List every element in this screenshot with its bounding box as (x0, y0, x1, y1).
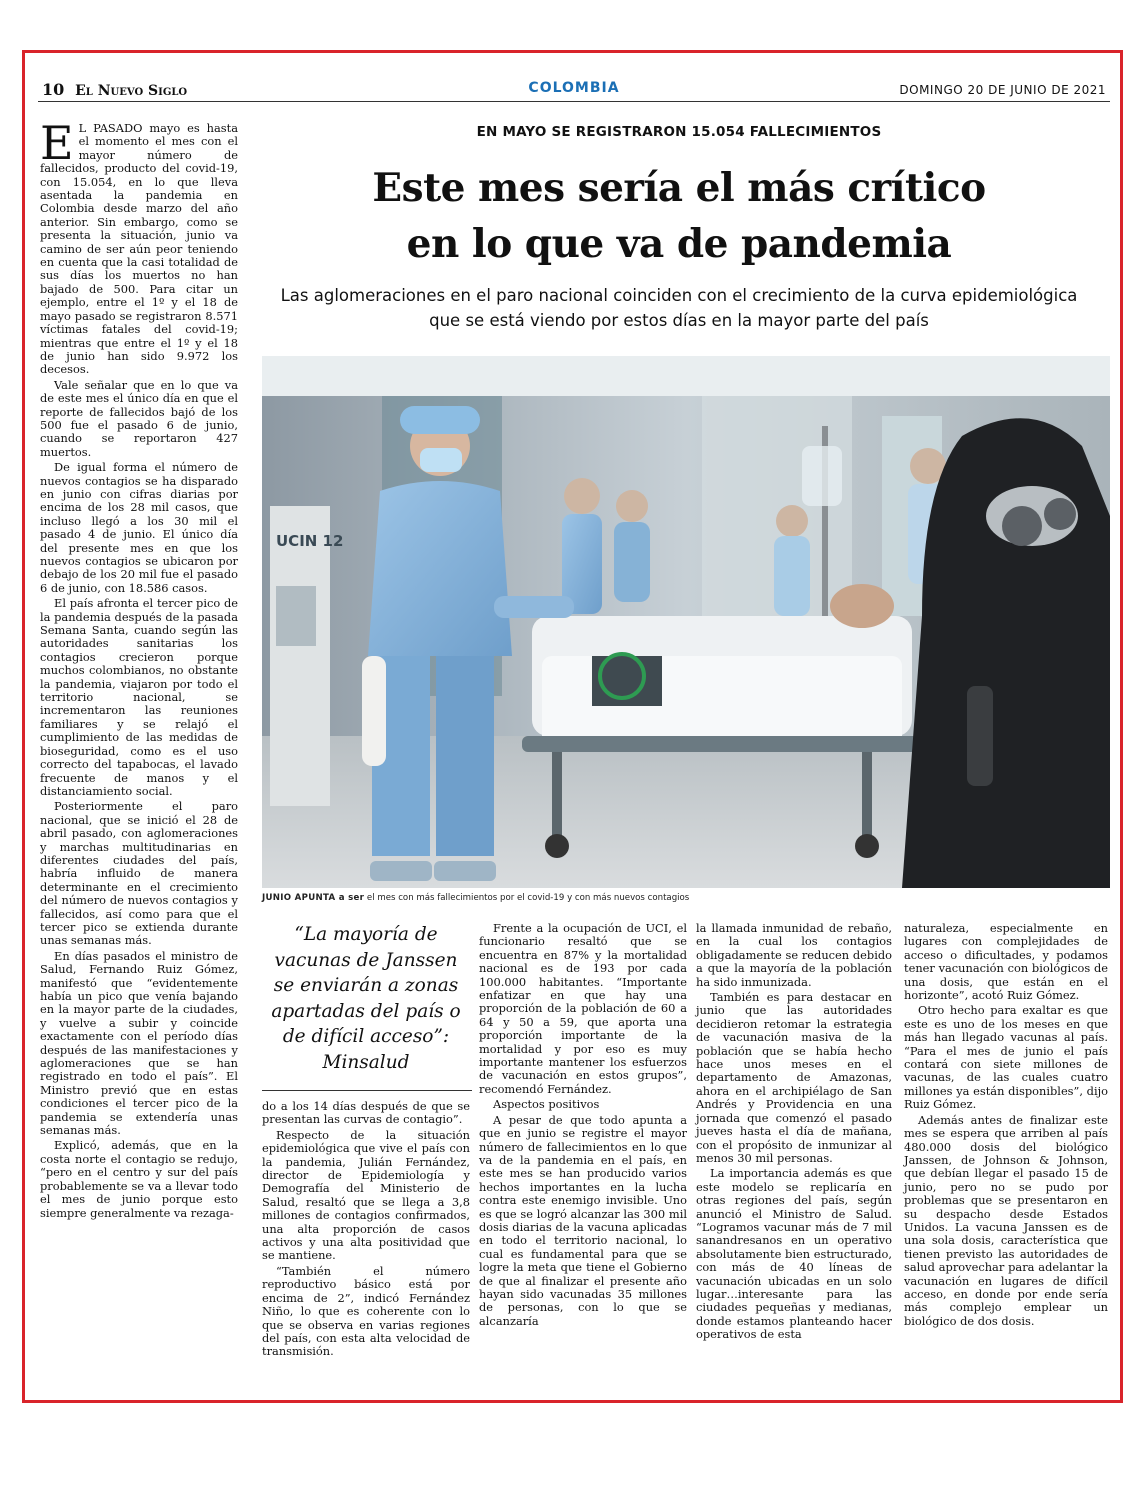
subheadline (250, 283, 1108, 333)
page-number: 10 (42, 80, 65, 99)
paragraph (40, 116, 238, 377)
paragraph: Respecto de la situación epidemiológica que vive el país con la pandemia, Julián Fernández, director de Epidemiología y Demografía del Ministerio de Salud, resaltó que se llega a 3,8 millones de contagios confirmados, una alta proporción de casos activos y una alta positividad que se mantiene. (262, 1127, 470, 1263)
article-column-2 (262, 1100, 470, 1361)
caption-lead: JUNIO APUNTA a ser (262, 893, 365, 903)
paragraph: Explicó, además, que en la costa norte el contagio se redujo, “pero en el centro y sur del país probablemente se va a llevar todo el mes de junio porque esto siempre generalmente va rezaga- (40, 1138, 238, 1220)
section-subtitle: Aspectos positivos (493, 1097, 600, 1112)
subhead-line-2: que se está viendo por estos días en la mayor parte del país (429, 311, 929, 330)
paragraph: El país afronta el tercer pico de la pandemia después de la pasada Semana Santa, cuando según las autoridades sanitarias los contagios crecieron porque muchos colombianos, no obstante la pandemia, viajaron por todo el territorio nacional, se incrementaron las reuniones familiares y se relajó el cumplimiento de las medidas de bioseguridad, como es el uso correcto del tapabocas, el lavado frecuente de manos y el distanciamiento social. (40, 596, 238, 798)
paragraph: En días pasados el ministro de Salud, Fernando Ruiz Gómez, manifestó que “evidentemente había un pico que venía bajando en la mayor parte de la ciudades, y vuelve a subir y coincide exactamente con el período días después de las manifestaciones y aglomeraciones que se han registrado en todo el país”. El Ministro previó que en estas condiciones el tercer pico de la pandemia se extendería unas semanas más. (40, 948, 238, 1138)
paragraph: Además antes de finalizar este mes se espera que arriben al país 480.000 dosis del biológico Janssen, de Johnson & Johnson, que debían llegar el pasado 15 de junio, pero no se pudo por problemas que se presentaron en su despacho desde Estados Unidos. La vacuna Janssen es de una sola dosis, característica que tienen previsto las autoridades de salud aprovechar para adelantar la vacunación en lugares de difícil acceso, en donde por ende sería más complejo emplear un biológico de dos dosis. (904, 1112, 1108, 1328)
article-column-1 (40, 116, 238, 1222)
paragraph: Otro hecho para exaltar es que este es uno de los meses en que más han llegado vacunas al país. “Para el mes de junio el país contará con siete millones de vacunas, de las cuales cuatro millones ya están disponibles”, dijo Ruiz Gómez. (904, 1003, 1108, 1112)
paragraph: la llamada inmunidad de rebaño, en la cual los contagios obligadamente se reducen debido a que la mayoría de la población ha sido inmunizada. (696, 921, 892, 989)
paragraph: do a los 14 días después de que se presentan las curvas de contagio”. (262, 1099, 470, 1127)
pull-quote-rule (262, 1090, 472, 1091)
paragraph: “También el número reproductivo básico está por encima de 2”, indicó Fernández Niño, lo que es coherente con lo que se observa en varias regiones del país, con esta alta velocidad de transmisión. (262, 1263, 470, 1359)
kicker: EN MAYO SE REGISTRARON 15.054 FALLECIMIENTOS (476, 124, 882, 140)
dropcap: E (40, 116, 74, 170)
header-rule (38, 101, 1110, 102)
issue-date: DOMINGO 20 DE JUNIO DE 2021 (899, 83, 1106, 97)
section-label: COLOMBIA (528, 80, 620, 96)
paragraph: También es para destacar en junio que las autoridades decidieron retomar la estrategia de vacunación masiva de la población que se había hecho hace unos meses en el departamento de Amazonas, ahora en el archipiélago de San Andrés y Providencia en una jornada que comenzó el pasado jueves hasta el día de mañana, con el propósito de inmunizar al menos 30 mil personas. (696, 990, 892, 1165)
room-sign: UCIN 12 (276, 532, 344, 550)
subhead-line-1: Las aglomeraciones en el paro nacional coinciden con el crecimiento de la curva epidemiológica (280, 286, 1078, 305)
article-column-4 (696, 922, 892, 1344)
paragraph: La importancia además es que este modelo se replicaría en otras regiones del país, según anunció el Ministro de Salud. “Logramos vacunar más de 7 mil sanandresanos en un operativo absolutamente bien estructurado, con más de 40 líneas de vacunación ubicadas en un solo lugar…interesante para las ciudades pequeñas y medianas, donde estamos planteando hacer operativos de esta (696, 1166, 892, 1342)
caption-text: el mes con más fallecimientos por el covid-19 y con más nuevos contagios (364, 893, 690, 903)
photo-caption (262, 893, 1110, 903)
article-column-3 (479, 922, 687, 1330)
article-column-5 (904, 922, 1108, 1330)
headline-line-1: Este mes sería el más crítico (372, 165, 986, 211)
headline-line-2: en lo que va de pandemia (406, 221, 952, 267)
paragraph: Vale señalar que en lo que va de este mes el único día en que el reporte de fallecidos bajó de los 500 fue el pasado 6 de junio, cuando se reportaron 427 muertos. (40, 377, 238, 459)
paragraph: A pesar de que todo apunta a que en junio se registre el mayor número de fallecimientos en lo que va de la pandemia en el país, en este mes se han producido varios hechos importantes en la lucha contra este enemigo invisible. Uno es que se logró alcanzar las 300 mil dosis diarias de la vacuna aplicadas en todo el territorio nacional, lo cual es fundamental para que se logre la meta que tiene el Gobierno de que al finalizar el presente año hayan sido vacunadas 35 millones de personas, con lo que se alcanzaría (479, 1112, 687, 1328)
paragraph: naturaleza, especialmente en lugares con complejidades de acceso o dificultades, y podamos tener vacunación con biológicos de una dosis, que están en el horizonte”, acotó Ruiz Gómez. (904, 921, 1108, 1003)
headline (250, 160, 1108, 272)
icu-scene-illustration (262, 356, 1110, 888)
masthead: El Nuevo Siglo (75, 83, 188, 99)
paragraph: De igual forma el número de nuevos contagios se ha disparado en junio con cifras diarias por encima de los 28 mil casos, que incluso llegó a los 30 mil el pasado 4 de junio. El único día del presente mes en que los nuevos contagios se ubicaron por debajo de los 20 mil fue el pasado 6 de junio, con 18.586 casos. (40, 460, 238, 595)
article-photo (262, 356, 1110, 888)
paragraph-text: L PASADO mayo es hasta el momento el mes con el mayor número de fallecidos, producto del covid-19, con 15.054, en lo que lleva asentada la pandemia en Colombia desde marzo del año anterior. Sin embargo, como se presenta la situación, junio va camino de ser aún peor teniendo en cuenta que la casi totalidad de sus días los muertos no han bajado de 500. Para citar un ejemplo, entre el 1º y el 18 de mayo pasado se registraron 8.571 víctimas fatales del covid-19; mientras que entre el 1º y el 18 de junio han sido 9.972 los decesos. (40, 121, 238, 377)
pull-quote: “La mayoría de vacunas de Janssen se enviarán a zonas apartadas del país o de difícil acceso”: Minsalud (271, 924, 461, 1073)
paragraph: Posteriormente el paro nacional, que se inició el 28 de abril pasado, con aglomeraciones y marchas multitudinarias en diferentes ciudades del país, habría influido de manera determinante en el crecimiento del número de nuevos contagios y fallecidos, así como para que el tercer pico se extienda durante unas semanas más. (40, 799, 238, 948)
paragraph: Frente a la ocupación de UCI, el funcionario resaltó que se encuentra en 87% y la mortalidad nacional es de 193 por cada 100.000 habitantes. “Importante enfatizar en que hay una proporción de la población de 60 a 64 y 50 a 59, que aporta una proporción importante de la mortalidad y por eso es muy importante mantener los esfuerzos de vacunación en estos grupos”, recomendó Fernández. (479, 921, 687, 1096)
